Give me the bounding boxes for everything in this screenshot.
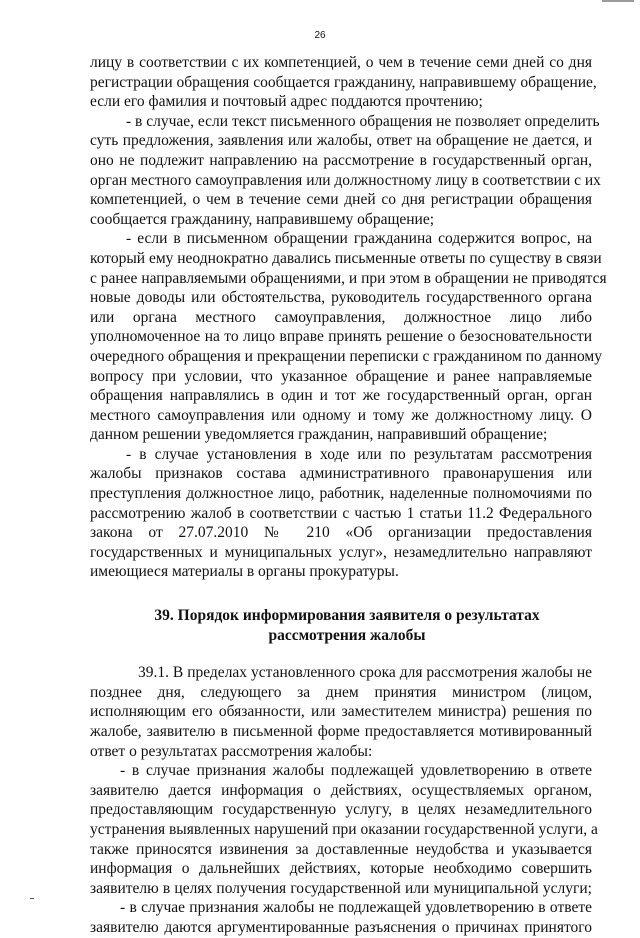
text-line: сообщается гражданину, направившему обращение; — [90, 210, 435, 228]
text-line: регистрации обращения сообщается гражданину, направившему обращение, — [90, 73, 597, 91]
text-line: - в случае, если текст письменного обращения не позволяет определить — [126, 112, 600, 130]
text-line: - в случае признания жалобы не подлежащей удовлетворению в ответе — [120, 899, 592, 917]
text-line: компетенцией, о чем в течение семи дней со дня регистрации обращения — [90, 191, 592, 209]
text-line: предоставляющим государственную услугу, в целях незамедлительного — [90, 801, 592, 819]
text-line: 39.1. В пределах установленного срока для рассмотрения жалобы не — [138, 664, 592, 682]
scan-edge-mark — [602, 0, 634, 2]
text-line: который ему неоднократно давались письменные ответы по существу в связи — [90, 249, 602, 267]
section-heading: 39. Порядок информирования заявителя о результатах — [154, 607, 540, 625]
text-line: информация о дальнейших действиях, которые необходимо совершить — [90, 860, 592, 878]
text-line: очередного обращения и прекращении переписки с гражданином по данному — [90, 347, 602, 365]
text-line: вопросу при условии, что указанное обращение и ранее направляемые — [90, 367, 592, 385]
scan-mark — [30, 898, 34, 899]
text-line: если его фамилия и почтовый адрес поддаются прочтению; — [90, 93, 483, 111]
text-line: новые доводы или обстоятельства, руководитель государственного органа — [90, 289, 592, 307]
text-line: позднее дня, следующего за днем принятия министром (лицом, — [90, 683, 592, 701]
text-line: также приносятся извинения за доставленные неудобства и указывается — [90, 840, 592, 858]
text-line: жалобы признаков состава административного правонарушения или — [90, 465, 592, 483]
text-line: жалобе, заявителю в письменной форме предоставляется мотивированный — [90, 723, 592, 740]
text-line: - в случае признания жалобы подлежащей удовлетворению в ответе — [120, 762, 592, 780]
document-body — [90, 53, 607, 938]
text-line: преступления должностное лицо, работник, наделенные полномочиями по — [90, 485, 592, 503]
text-line: исполняющим его обязанности, или заместителем министра) решения по — [90, 703, 592, 721]
text-line: заявителю дается информация о действиях, осуществляемых органом, — [90, 781, 592, 799]
text-line: ответ о результатах рассмотрения жалобы: — [90, 742, 373, 760]
text-line: местного самоуправления или одному и тому же должностному лицу. О — [90, 406, 592, 424]
text-line: суть предложения, заявления или жалобы, ответ на обращение не дается, и — [90, 132, 592, 150]
text-line: заявителю даются аргументированные разъяснения о причинах принятого — [90, 918, 592, 936]
text-line: с ранее направляемыми обращениями, и при этом в обращении не приводятся — [90, 269, 607, 287]
section-heading-continued: рассмотрения жалобы — [268, 626, 426, 644]
text-line: устранения выявленных нарушений при оказании государственной услуги, а — [90, 820, 598, 838]
text-line: данном решении уведомляется гражданин, направивший обращение; — [90, 426, 548, 444]
page-number: 26 — [314, 30, 326, 41]
text-line: заявителю в целях получения государственной или муниципальной услуги; — [90, 879, 592, 897]
text-line: обращения направлялись в один и тот же государственный орган, орган — [90, 387, 592, 405]
text-line: закона от 27.07.2010 № 210 «Об организации предоставления — [90, 524, 592, 542]
text-line: имеющиеся материалы в органы прокуратуры. — [90, 563, 399, 581]
text-line: - в случае установления в ходе или по результатам рассмотрения — [126, 445, 592, 463]
text-line: лицу в соответствии с их компетенцией, о чем в течение семи дней со дня — [90, 54, 592, 71]
text-line: орган местного самоуправления или должностному лицу в соответствии с их — [90, 171, 601, 189]
text-line: государственных и муниципальных услуг», незамедлительно направляют — [90, 543, 592, 561]
text-line: уполномоченное на то лицо вправе принять решение о безосновательности — [90, 328, 592, 346]
text-line: рассмотрению жалоб в соответствии с частью 1 статьи 11.2 Федерального — [90, 504, 592, 522]
text-line: - если в письменном обращении гражданина содержится вопрос, на — [126, 230, 592, 248]
text-line: или органа местного самоуправления, должностное лицо либо — [90, 308, 592, 326]
text-line: оно не подлежит направлению на рассмотрение в государственный орган, — [90, 151, 592, 169]
